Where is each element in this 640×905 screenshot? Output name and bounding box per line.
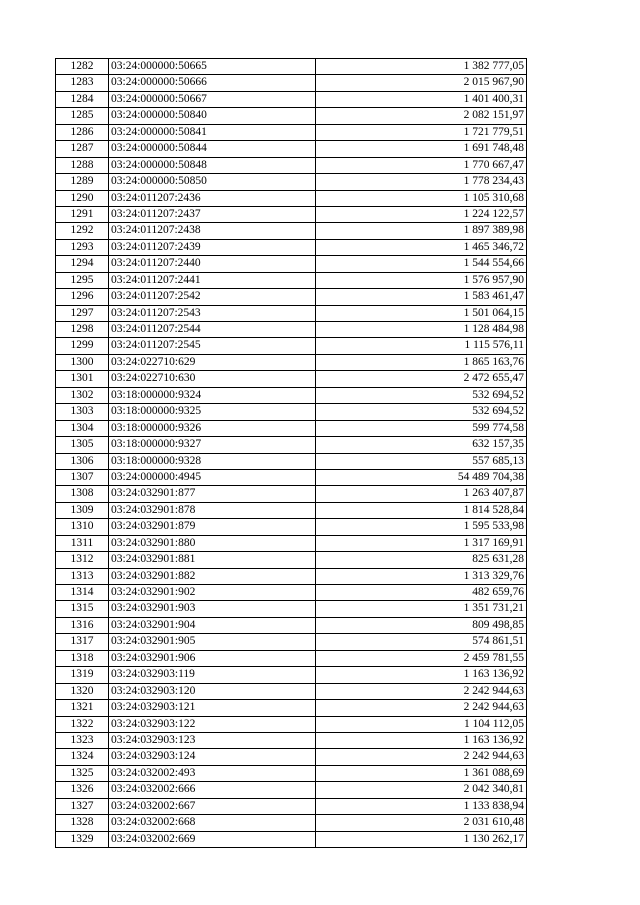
- cadastral-number-cell: 03:24:032901:903: [109, 601, 316, 617]
- cadastral-number-cell: 03:24:032903:120: [109, 683, 316, 699]
- row-number-cell: 1284: [56, 91, 109, 107]
- cadastral-value-cell: 809 498,85: [316, 617, 527, 633]
- cadastral-number-cell: 03:24:000000:50850: [109, 174, 316, 190]
- row-number-cell: 1317: [56, 634, 109, 650]
- cadastral-value-cell: 532 694,52: [316, 404, 527, 420]
- cadastral-value-cell: 2 472 655,47: [316, 371, 527, 387]
- cadastral-number-cell: 03:24:032901:877: [109, 486, 316, 502]
- table-row: [56, 700, 527, 716]
- table-row: [56, 371, 527, 387]
- table-row: [56, 683, 527, 699]
- cadastral-number-cell: 03:24:032901:880: [109, 535, 316, 551]
- cadastral-value-cell: 1 130 262,17: [316, 831, 527, 847]
- row-number-cell: 1287: [56, 141, 109, 157]
- cadastral-value-cell: 557 685,13: [316, 453, 527, 469]
- table-row: [56, 535, 527, 551]
- row-number-cell: 1294: [56, 256, 109, 272]
- row-number-cell: 1307: [56, 469, 109, 485]
- table-row: [56, 765, 527, 781]
- cadastral-value-cell: 2 015 967,90: [316, 75, 527, 91]
- cadastral-value-cell: 1 501 064,15: [316, 305, 527, 321]
- cadastral-value-cell: 1 778 234,43: [316, 174, 527, 190]
- row-number-cell: 1327: [56, 798, 109, 814]
- table-row: [56, 601, 527, 617]
- cadastral-number-cell: 03:24:000000:50665: [109, 59, 316, 75]
- cadastral-number-cell: 03:24:032903:121: [109, 700, 316, 716]
- table-row: [56, 157, 527, 173]
- table-row: [56, 749, 527, 765]
- row-number-cell: 1286: [56, 124, 109, 140]
- cadastral-value-cell: 1 595 533,98: [316, 519, 527, 535]
- cadastral-number-cell: 03:24:000000:50667: [109, 91, 316, 107]
- row-number-cell: 1320: [56, 683, 109, 699]
- table-row: [56, 437, 527, 453]
- cadastral-number-cell: 03:24:011207:2439: [109, 239, 316, 255]
- cadastral-number-cell: 03:24:032903:124: [109, 749, 316, 765]
- table-row: [56, 289, 527, 305]
- row-number-cell: 1291: [56, 206, 109, 222]
- table-row: [56, 206, 527, 222]
- table-row: [56, 239, 527, 255]
- cadastral-number-cell: 03:24:032903:123: [109, 732, 316, 748]
- cadastral-value-cell: 1 361 088,69: [316, 765, 527, 781]
- cadastral-number-cell: 03:24:011207:2545: [109, 338, 316, 354]
- cadastral-number-cell: 03:24:022710:630: [109, 371, 316, 387]
- table-row: [56, 634, 527, 650]
- cadastral-value-cell: 825 631,28: [316, 552, 527, 568]
- row-number-cell: 1312: [56, 552, 109, 568]
- cadastral-number-cell: 03:24:000000:50666: [109, 75, 316, 91]
- table-row: [56, 831, 527, 847]
- cadastral-value-cell: 482 659,76: [316, 585, 527, 601]
- cadastral-value-cell: 1 583 461,47: [316, 289, 527, 305]
- row-number-cell: 1324: [56, 749, 109, 765]
- table-row: [56, 453, 527, 469]
- row-number-cell: 1283: [56, 75, 109, 91]
- cadastral-value-cell: 1 224 122,57: [316, 206, 527, 222]
- cadastral-value-cell: 1 691 748,48: [316, 141, 527, 157]
- table-row: [56, 650, 527, 666]
- table-row: [56, 815, 527, 831]
- row-number-cell: 1303: [56, 404, 109, 420]
- table-row: [56, 223, 527, 239]
- cadastral-number-cell: 03:24:011207:2542: [109, 289, 316, 305]
- cadastral-number-cell: 03:24:022710:629: [109, 354, 316, 370]
- cadastral-value-cell: 2 031 610,48: [316, 815, 527, 831]
- table-row: [56, 502, 527, 518]
- table-row: [56, 716, 527, 732]
- table-row: [56, 256, 527, 272]
- row-number-cell: 1315: [56, 601, 109, 617]
- cadastral-value-cell: 1 133 838,94: [316, 798, 527, 814]
- row-number-cell: 1316: [56, 617, 109, 633]
- cadastral-value-cell: 632 157,35: [316, 437, 527, 453]
- cadastral-number-cell: 03:24:032901:879: [109, 519, 316, 535]
- table-row: [56, 305, 527, 321]
- cadastral-number-cell: 03:24:032002:668: [109, 815, 316, 831]
- cadastral-value-cell: 599 774,58: [316, 420, 527, 436]
- cadastral-number-cell: 03:24:011207:2543: [109, 305, 316, 321]
- cadastral-number-cell: 03:24:032901:904: [109, 617, 316, 633]
- cadastral-value-cell: 2 082 151,97: [316, 108, 527, 124]
- cadastral-number-cell: 03:18:000000:9328: [109, 453, 316, 469]
- row-number-cell: 1306: [56, 453, 109, 469]
- row-number-cell: 1305: [56, 437, 109, 453]
- cadastral-number-cell: 03:24:011207:2436: [109, 190, 316, 206]
- row-number-cell: 1310: [56, 519, 109, 535]
- table-row: [56, 469, 527, 485]
- table-row: [56, 552, 527, 568]
- row-number-cell: 1299: [56, 338, 109, 354]
- cadastral-number-cell: 03:24:011207:2437: [109, 206, 316, 222]
- cadastral-number-cell: 03:24:000000:50840: [109, 108, 316, 124]
- row-number-cell: 1296: [56, 289, 109, 305]
- row-number-cell: 1319: [56, 667, 109, 683]
- cadastral-number-cell: 03:24:011207:2438: [109, 223, 316, 239]
- table-row: [56, 732, 527, 748]
- cadastral-value-cell: 1 313 329,76: [316, 568, 527, 584]
- row-number-cell: 1308: [56, 486, 109, 502]
- row-number-cell: 1329: [56, 831, 109, 847]
- table-row: [56, 141, 527, 157]
- cadastral-value-cell: 1 382 777,05: [316, 59, 527, 75]
- row-number-cell: 1326: [56, 782, 109, 798]
- cadastral-number-cell: 03:18:000000:9327: [109, 437, 316, 453]
- cadastral-value-cell: 1 465 346,72: [316, 239, 527, 255]
- table-row: [56, 124, 527, 140]
- cadastral-number-cell: 03:18:000000:9326: [109, 420, 316, 436]
- cadastral-number-cell: 03:24:000000:50841: [109, 124, 316, 140]
- row-number-cell: 1300: [56, 354, 109, 370]
- cadastral-value-cell: 1 576 957,90: [316, 272, 527, 288]
- cadastral-number-cell: 03:24:011207:2544: [109, 322, 316, 338]
- cadastral-number-cell: 03:24:011207:2441: [109, 272, 316, 288]
- table-row: [56, 387, 527, 403]
- cadastral-value-cell: 1 770 667,47: [316, 157, 527, 173]
- cadastral-number-cell: 03:24:032002:667: [109, 798, 316, 814]
- row-number-cell: 1297: [56, 305, 109, 321]
- cadastral-number-cell: 03:24:000000:4945: [109, 469, 316, 485]
- row-number-cell: 1318: [56, 650, 109, 666]
- cadastral-value-cell: 2 042 340,81: [316, 782, 527, 798]
- table-row: [56, 420, 527, 436]
- table-row: [56, 782, 527, 798]
- table-row: [56, 568, 527, 584]
- table-row: [56, 108, 527, 124]
- table-body: [56, 59, 527, 848]
- row-number-cell: 1309: [56, 502, 109, 518]
- cadastral-number-cell: 03:24:032002:666: [109, 782, 316, 798]
- cadastral-value-cell: 1 317 169,91: [316, 535, 527, 551]
- cadastral-number-cell: 03:24:032903:119: [109, 667, 316, 683]
- cadastral-value-cell: 532 694,52: [316, 387, 527, 403]
- cadastral-value-cell: 1 263 407,87: [316, 486, 527, 502]
- cadastral-value-cell: 1 105 310,68: [316, 190, 527, 206]
- cadastral-number-cell: 03:18:000000:9325: [109, 404, 316, 420]
- row-number-cell: 1302: [56, 387, 109, 403]
- cadastral-number-cell: 03:24:032901:882: [109, 568, 316, 584]
- cadastral-value-cell: 2 242 944,63: [316, 683, 527, 699]
- row-number-cell: 1301: [56, 371, 109, 387]
- cadastral-number-cell: 03:24:000000:50848: [109, 157, 316, 173]
- row-number-cell: 1290: [56, 190, 109, 206]
- cadastral-number-cell: 03:24:032002:669: [109, 831, 316, 847]
- row-number-cell: 1292: [56, 223, 109, 239]
- row-number-cell: 1289: [56, 174, 109, 190]
- row-number-cell: 1313: [56, 568, 109, 584]
- cadastral-value-cell: 1 865 163,76: [316, 354, 527, 370]
- cadastral-value-cell: 1 351 731,21: [316, 601, 527, 617]
- cadastral-value-cell: 1 401 400,31: [316, 91, 527, 107]
- cadastral-value-cell: 574 861,51: [316, 634, 527, 650]
- row-number-cell: 1325: [56, 765, 109, 781]
- table-row: [56, 617, 527, 633]
- cadastral-value-table: [55, 58, 527, 848]
- cadastral-value-cell: 2 242 944,63: [316, 749, 527, 765]
- table-row: [56, 59, 527, 75]
- cadastral-value-cell: 54 489 704,38: [316, 469, 527, 485]
- cadastral-number-cell: 03:24:032901:881: [109, 552, 316, 568]
- row-number-cell: 1293: [56, 239, 109, 255]
- cadastral-number-cell: 03:18:000000:9324: [109, 387, 316, 403]
- row-number-cell: 1328: [56, 815, 109, 831]
- table-row: [56, 404, 527, 420]
- row-number-cell: 1323: [56, 732, 109, 748]
- cadastral-value-cell: 2 459 781,55: [316, 650, 527, 666]
- cadastral-value-cell: 1 544 554,66: [316, 256, 527, 272]
- table-row: [56, 190, 527, 206]
- row-number-cell: 1282: [56, 59, 109, 75]
- cadastral-number-cell: 03:24:032901:902: [109, 585, 316, 601]
- cadastral-number-cell: 03:24:032901:878: [109, 502, 316, 518]
- cadastral-value-cell: 2 242 944,63: [316, 700, 527, 716]
- row-number-cell: 1288: [56, 157, 109, 173]
- cadastral-value-cell: 1 104 112,05: [316, 716, 527, 732]
- cadastral-number-cell: 03:24:032002:493: [109, 765, 316, 781]
- table-row: [56, 272, 527, 288]
- cadastral-value-cell: 1 163 136,92: [316, 732, 527, 748]
- row-number-cell: 1298: [56, 322, 109, 338]
- cadastral-number-cell: 03:24:032901:906: [109, 650, 316, 666]
- table-row: [56, 75, 527, 91]
- table-row: [56, 486, 527, 502]
- cadastral-number-cell: 03:24:000000:50844: [109, 141, 316, 157]
- row-number-cell: 1304: [56, 420, 109, 436]
- table-row: [56, 585, 527, 601]
- table-row: [56, 519, 527, 535]
- row-number-cell: 1321: [56, 700, 109, 716]
- table-row: [56, 354, 527, 370]
- cadastral-value-cell: 1 814 528,84: [316, 502, 527, 518]
- cadastral-number-cell: 03:24:032903:122: [109, 716, 316, 732]
- table-row: [56, 322, 527, 338]
- cadastral-value-cell: 1 128 484,98: [316, 322, 527, 338]
- cadastral-value-cell: 1 897 389,98: [316, 223, 527, 239]
- row-number-cell: 1285: [56, 108, 109, 124]
- table-row: [56, 174, 527, 190]
- table-row: [56, 91, 527, 107]
- table-row: [56, 667, 527, 683]
- cadastral-number-cell: 03:24:032901:905: [109, 634, 316, 650]
- cadastral-value-cell: 1 115 576,11: [316, 338, 527, 354]
- row-number-cell: 1314: [56, 585, 109, 601]
- table-row: [56, 338, 527, 354]
- row-number-cell: 1311: [56, 535, 109, 551]
- row-number-cell: 1295: [56, 272, 109, 288]
- cadastral-value-cell: 1 163 136,92: [316, 667, 527, 683]
- cadastral-value-cell: 1 721 779,51: [316, 124, 527, 140]
- row-number-cell: 1322: [56, 716, 109, 732]
- cadastral-number-cell: 03:24:011207:2440: [109, 256, 316, 272]
- table-row: [56, 798, 527, 814]
